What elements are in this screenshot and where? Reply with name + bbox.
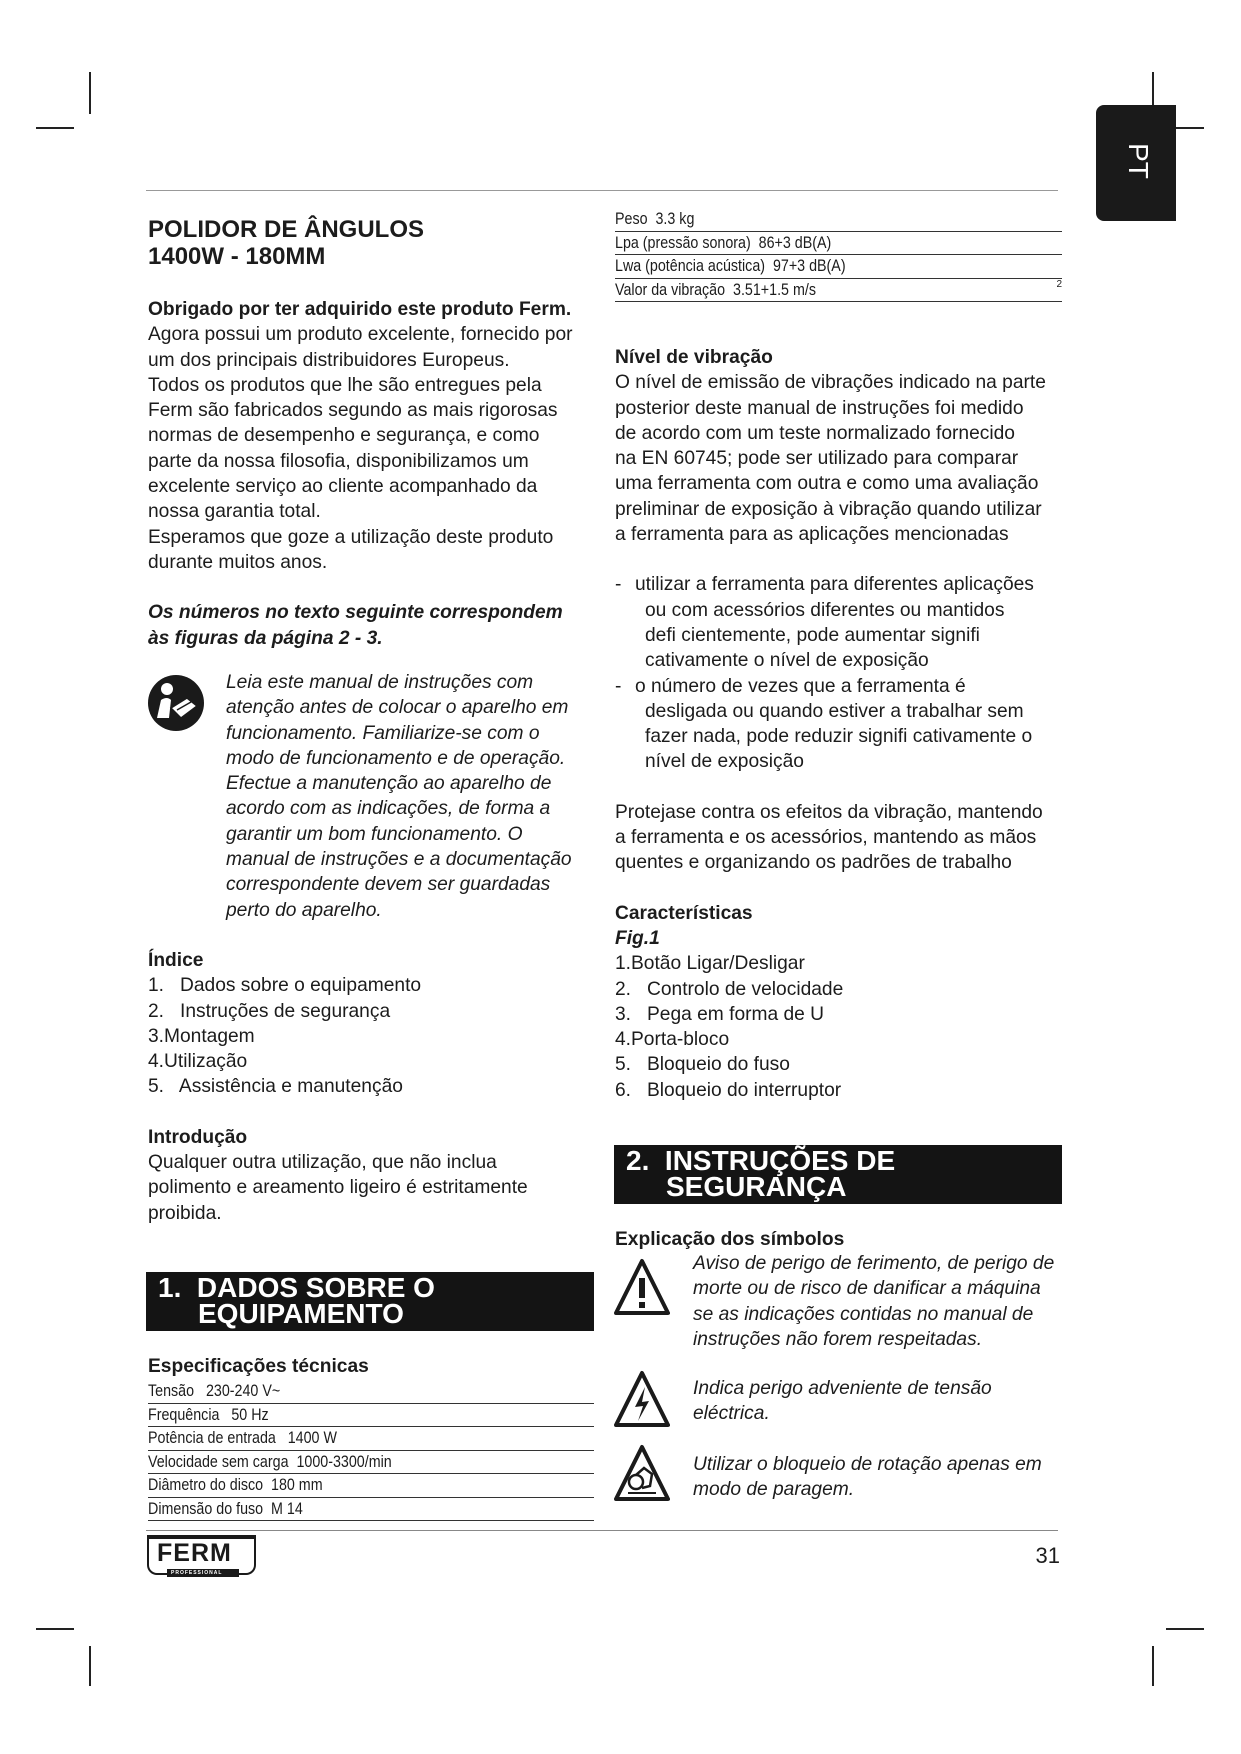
features-heading: Características bbox=[615, 902, 753, 924]
specs-left bbox=[148, 1354, 593, 1379]
figures-note: Os números no texto seguinte correspondem às figuras da página 2 - 3. bbox=[148, 602, 563, 649]
spec-row: Frequência 50 Hz bbox=[148, 1404, 594, 1428]
bullet-item: - utilizar a ferramenta para diferentes aplicações ou com acessórios diferentes ou mantidos defi cientemente, pode aumentar signifi cativamente o nível de exposição bbox=[615, 574, 1034, 672]
feature-item: 1.Botão Ligar/Desligar bbox=[615, 953, 805, 975]
bottom-rule bbox=[146, 1530, 1058, 1531]
index-item: 3.Montagem bbox=[148, 1025, 255, 1047]
right-column: Nível de vibração O nível de emissão de vibrações indicado na parte posterior deste manual de instruções foi medido de acordo com um teste normalizado fornecido na EN 60745; pode ser utilizado para comparar uma ferramenta com outra e como uma avaliação preliminar de exposição à vibração quando utilizar a ferramenta para as aplicações mencionadas - utilizar a ferramenta para diferentes aplicações ou com acessórios diferentes ou mantidos defi cientemente, pode aumentar signifi cativamente o nível de exposição - o número de vezes que a ferramenta é desligada ou quando estiver a trabalhar sem fazer nada, pode reduzir signifi cativamente o nível de exposição Protejase contra os efeitos da vibração, mantendo a ferramenta e os acessórios, mantendo as mãos quentes e organizando os padrões de trabalho Características Fig.1 1.Botão Ligar/Desligar 2. Controlo de velocidade 3. Pega em forma de U 4.Porta-bloco 5. Bloqueio do fuso 6. Bloqueio do interruptor bbox=[615, 345, 1065, 1103]
ferm-logo bbox=[147, 1535, 254, 1579]
index-item: 5. Assistência e manutenção bbox=[148, 1076, 403, 1098]
specs-table-left bbox=[148, 1380, 594, 1521]
left-column bbox=[148, 216, 593, 651]
crop-mark bbox=[1166, 1628, 1204, 1630]
symbol-electric-text: Indica perigo adveniente de tensão eléctrica. bbox=[693, 1378, 992, 1425]
specs-heading: Especificações técnicas bbox=[148, 1356, 369, 1377]
index-item: 4.Utilização bbox=[148, 1051, 248, 1073]
spec-row: Diâmetro do disco 180 mm bbox=[148, 1474, 594, 1498]
spec-row: Valor da vibração 3.51+1.5 m/s 2 bbox=[615, 279, 1062, 303]
index-block: Índice 1. Dados sobre o equipamento 2. Instruções de segurança 3.Montagem 4.Utilização 5. Assistência e manutenção Introdução Qualquer outra utilização, que não inclua polimento e areamento ligeiro é estritamente proibida. bbox=[148, 948, 593, 1226]
fig-label: Fig.1 bbox=[615, 927, 660, 949]
spec-row: Velocidade sem carga 1000-3300/min bbox=[148, 1451, 594, 1475]
crop-mark bbox=[36, 127, 74, 129]
section-2-heading: 2. INSTRUÇÕES DE SEGURANÇA bbox=[614, 1145, 1062, 1204]
read-manual-icon bbox=[147, 674, 205, 732]
thanks-heading: Obrigado por ter adquirido este produto Ferm. bbox=[148, 299, 572, 320]
introduction-heading: Introdução bbox=[148, 1126, 248, 1148]
index-item: 1. Dados sobre o equipamento bbox=[148, 975, 422, 997]
specs-table-right bbox=[615, 208, 1062, 302]
spindle-lock-icon bbox=[614, 1444, 670, 1502]
feature-item: 4.Porta-bloco bbox=[615, 1029, 730, 1051]
section-1-heading: 1. DADOS SOBRE O EQUIPAMENTO bbox=[146, 1272, 594, 1331]
manual-note: Leia este manual de instruções com atenção antes de colocar o aparelho em funcionamento. Familiarize-se com o modo de funcionamento e de operação. Efectue a manutenção ao aparelho de acordo com as indicações, de forma a garantir um bom funcionamento. O manual de instruções e a documentação correspondente devem ser guardadas perto do aparelho. bbox=[226, 672, 572, 921]
spec-row: Peso 3.3 kg bbox=[615, 208, 1062, 232]
warning-icon bbox=[614, 1258, 670, 1316]
spec-row: Dimensão do fuso M 14 bbox=[148, 1498, 594, 1522]
symbol-lock-text: Utilizar o bloqueio de rotação apenas em modo de paragem. bbox=[693, 1454, 1042, 1501]
symbols-heading-block bbox=[615, 1227, 1065, 1252]
index-item: 2. Instruções de segurança bbox=[148, 1000, 391, 1022]
spec-row: Potência de entrada 1400 W bbox=[148, 1427, 594, 1451]
crop-mark bbox=[89, 72, 91, 114]
electric-hazard-icon bbox=[614, 1370, 670, 1428]
feature-item: 6. Bloqueio do interruptor bbox=[615, 1079, 842, 1101]
spec-row: Lwa (potência acústica) 97+3 dB(A) bbox=[615, 255, 1062, 279]
page-number: 31 bbox=[1035, 1543, 1060, 1568]
bullet-item: - o número de vezes que a ferramenta é desligada ou quando estiver a trabalhar sem fazer nada, pode reduzir signifi cativamente o nível de exposição bbox=[615, 675, 1033, 773]
logo-subtext: PROFESSIONAL bbox=[171, 1570, 223, 1576]
index-heading: Índice bbox=[148, 950, 204, 971]
crop-mark bbox=[36, 1628, 74, 1630]
language-label: PT bbox=[1123, 143, 1154, 179]
superscript: 2 bbox=[1056, 278, 1062, 290]
spec-row: Tensão 230-240 V~ bbox=[148, 1380, 594, 1404]
vibration-heading: Nível de vibração bbox=[615, 347, 773, 368]
top-rule bbox=[146, 190, 1058, 191]
language-tab bbox=[1096, 105, 1176, 221]
feature-item: 2. Controlo de velocidade bbox=[615, 978, 844, 1000]
feature-item: 3. Pega em forma de U bbox=[615, 1003, 825, 1025]
logo-text: FERM bbox=[157, 1539, 232, 1567]
spec-row: Lpa (pressão sonora) 86+3 dB(A) bbox=[615, 232, 1062, 256]
symbol-warning-text: Aviso de perigo de ferimento, de perigo de morte ou de risco de danificar a máquina se as indicações contidas no manual de instruções não forem respeitadas. bbox=[693, 1253, 1055, 1350]
symbols-heading: Explicação dos símbolos bbox=[615, 1229, 845, 1250]
intro-paragraph: Agora possui um produto excelente, fornecido por um dos principais distribuidores Europeus. Todos os produtos que lhe são entregues pela Ferm são fabricados segundo as mais rigorosas normas de desempenho e segurança, e como parte da nossa filosofia, disponibilizamos um excelente serviço ao cliente acompanhado da nossa garantia total. Esperamos que goze a utilização deste produto durante muitos anos. bbox=[148, 324, 573, 573]
feature-item: 5. Bloqueio do fuso bbox=[615, 1054, 790, 1076]
crop-mark bbox=[1152, 1646, 1154, 1686]
crop-mark bbox=[89, 1646, 91, 1686]
page-title: POLIDOR DE ÂNGULOS 1400W - 180MM bbox=[148, 216, 425, 270]
